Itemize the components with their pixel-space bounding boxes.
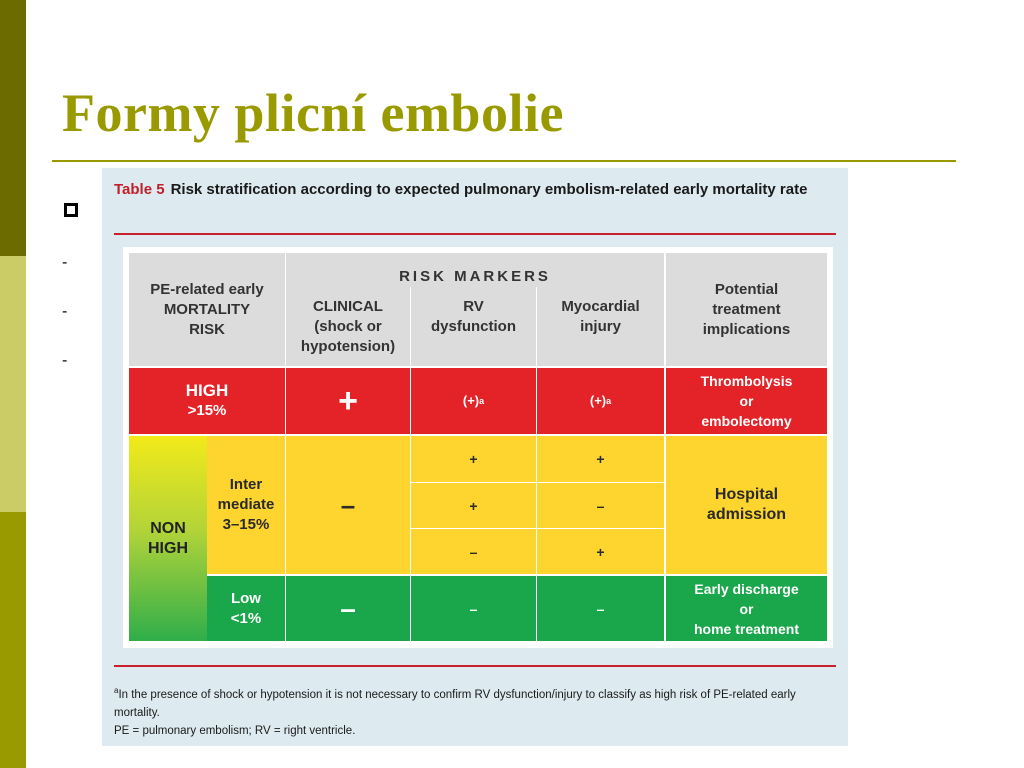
table-caption-text: Risk stratification according to expected pulmonary embolism-related early mortality rate (170, 181, 808, 198)
low-clinical: – (286, 576, 410, 641)
low-treatment (666, 576, 827, 641)
high-myo-value: (+) (589, 393, 607, 408)
risk-table (123, 247, 833, 648)
bullet-dash: - (62, 254, 68, 271)
header-risk-line: PE-related early (150, 280, 264, 298)
accent-bar-bottom (0, 512, 26, 768)
footer-rule (114, 665, 836, 667)
header-risk (129, 253, 285, 366)
header-risk-markers: RISK MARKERS (286, 253, 664, 287)
accent-bar-top (0, 0, 26, 256)
header-rv-line: dysfunction (431, 318, 516, 335)
low-treatment-line: home treatment (693, 620, 800, 637)
high-label: HIGH (185, 381, 229, 400)
high-rv-footnote-mark: a (479, 396, 485, 406)
intermediate-rv-row1: + (411, 436, 536, 482)
intermediate-treatment-line: admission (706, 506, 787, 523)
square-bullet-icon (64, 203, 78, 217)
header-potential-line: treatment (712, 300, 781, 318)
high-myo-footnote-mark: a (606, 396, 612, 406)
low-treatment-line: Early discharge (694, 580, 799, 597)
high-treatment (666, 368, 827, 434)
table-footnotes (114, 682, 842, 740)
header-potential (666, 253, 827, 366)
intermediate-clinical: – (286, 436, 410, 574)
intermediate-treatment-line: Hospital (714, 486, 779, 503)
footnote-a (114, 682, 842, 722)
slide-title: Formy plicní embolie (62, 83, 564, 143)
header-potential-line: implications (702, 320, 791, 338)
header-myo-line: Myocardial (561, 298, 640, 315)
high-pct: >15% (187, 402, 227, 419)
header-clinical (286, 287, 410, 366)
high-treatment-line: Thrombolysis (700, 373, 793, 389)
high-myo (537, 368, 664, 434)
header-myo (537, 287, 664, 366)
footnote-abbrev: PE = pulmonary embolism; RV = right ventricle. (114, 724, 356, 737)
intermediate-label (207, 436, 285, 574)
intermediate-line: mediate (217, 496, 275, 513)
header-rv-line: RV (463, 298, 484, 315)
title-rule (52, 160, 956, 162)
intermediate-myo-row3: + (537, 529, 664, 574)
caption-rule (114, 233, 836, 235)
table-label: Table 5 (114, 181, 165, 198)
header-clinical-line: CLINICAL (312, 297, 383, 315)
header-potential-line: Potential (714, 280, 779, 298)
high-clinical: + (286, 368, 410, 434)
low-line: <1% (230, 609, 262, 627)
header-myo-line: injury (580, 318, 621, 335)
non-high-line: NON (150, 519, 186, 537)
footnote-a-mark: a (114, 686, 119, 695)
header-risk-line: RISK (189, 320, 225, 338)
row-divider (411, 528, 664, 529)
intermediate-line: 3–15% (222, 516, 270, 533)
header-clinical-line: (shock or (314, 317, 382, 335)
high-treatment-line: embolectomy (701, 413, 792, 429)
low-line: Low (230, 589, 261, 607)
bullet-dash: - (62, 352, 68, 369)
low-rv: – (411, 576, 536, 641)
row-divider (411, 482, 664, 483)
non-high-label (129, 436, 207, 641)
footnote-a-text: In the presence of shock or hypotension it is not necessary to confirm RV dysfunction/injury to classify as high risk of PE-related early mortality. (114, 688, 796, 719)
table-caption (114, 178, 834, 201)
risk-table-figure (102, 168, 848, 746)
header-clinical-line: hypotension) (300, 337, 396, 355)
accent-bar-middle (0, 256, 26, 512)
header-risk-line: MORTALITY (163, 300, 251, 318)
header-rv (411, 287, 536, 366)
bullet-dash: - (62, 303, 68, 320)
intermediate-rv-row2: + (411, 483, 536, 528)
high-treatment-line: or (739, 393, 754, 409)
high-rv (411, 368, 536, 434)
intermediate-treatment (666, 436, 827, 574)
low-treatment-line: or (739, 600, 754, 617)
intermediate-rv-row3: – (411, 529, 536, 574)
intermediate-myo-row2: – (537, 483, 664, 528)
intermediate-line: Inter (229, 476, 263, 493)
low-myo: – (537, 576, 664, 641)
low-label (207, 576, 285, 641)
intermediate-myo-row1: + (537, 436, 664, 482)
high-risk-label (129, 368, 285, 434)
non-high-line: HIGH (148, 539, 188, 557)
high-rv-value: (+) (462, 393, 480, 408)
